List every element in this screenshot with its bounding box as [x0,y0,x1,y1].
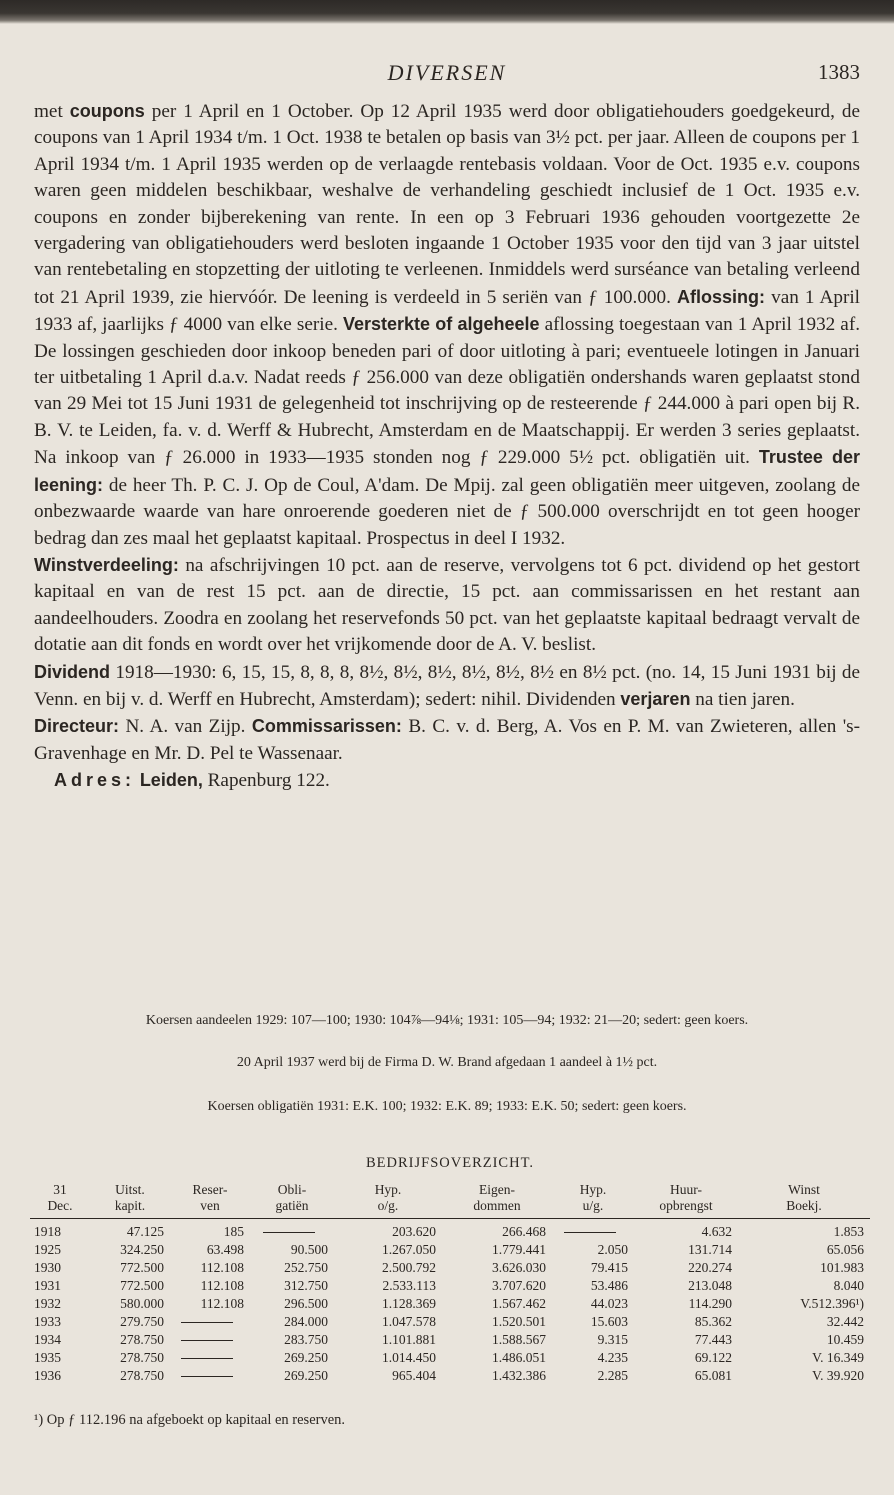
year-cell: 1918 [34,1224,61,1239]
year-cell: 1931 [34,1278,61,1293]
header-text: gatiën [275,1198,309,1213]
table-cell: 1.047.578 [382,1314,436,1329]
header-text: kapit. [114,1198,146,1213]
header-text: Reser- [192,1182,228,1197]
table-cell: 2.533.113 [382,1278,436,1293]
table-cell: 3.707.620 [492,1278,546,1293]
table-cell: 269.250 [284,1350,328,1365]
page-header [34,60,860,94]
body-text [34,98,860,795]
header-text: Hyp. [374,1182,402,1197]
keyword-winstverdeeling: Winstverdeeling: [34,554,179,575]
keyword-verjaren: verjaren [620,688,691,709]
text-fragment: per 1 April en 1 October. Op 12 April 1935 werd door obligatiehouders goedgekeurd, de coupons van 1 April 1934 t/m. 1 Oct. 1938 te betalen op basis van 3½ pct. per jaar. Alleen de coupons per 1 April 1934 t/m. 1 April 1935 werden op de verlaagde rentebasis voldaan. Voor de Oct. 1935 e.v. coupons waren geen middelen beschikbaar, weshalve de verhandeling geschiedt inclusief de 1 Oct. 1935 e.v. coupons en zonder bijberekening van rente. In een op 3 Februari 1936 gehouden voortgezette 2e vergadering van obligatiehouders werd besloten ingaande 1 October 1935 voor den tijd van 3 jaar uitstel van rentebetaling en stopzetting der uitloting te verleenen. Inmiddels werd surséance van betaling verleend tot 21 April 1939, zie hiervóór. De leening is verdeeld in 5 seriën van ƒ 100.000. [34,101,861,308]
table-cell: 63.498 [206,1242,244,1257]
table-cell: 1.128.369 [382,1296,436,1311]
paragraph-address [34,767,860,794]
table-row [30,1367,870,1385]
text-fragment: B. C. v. d. Berg, A. Vos en P. M. van Zwieteren, allen 's-Gravenhage en Mr. D. Pel te Wassenaar. [34,716,861,764]
table-cell: 53.486 [590,1278,628,1293]
table-cell: 324.250 [120,1242,164,1257]
column-header [250,1182,334,1219]
table-cell: 32.442 [826,1314,864,1329]
table-cell: 965.404 [392,1368,436,1383]
table-cell: 4.632 [701,1224,732,1239]
share-quotes: Koersen aandeelen 1929: 107—100; 1930: 104⅞—94⅛; 1931: 105—94; 1932: 21—20; sedert: geen koers. [145,1013,749,1028]
column-header [170,1182,250,1219]
header-text: u/g. [582,1198,604,1213]
table-cell: 252.750 [284,1260,328,1275]
table-cell: 2.500.792 [382,1260,436,1275]
table-cell: 278.750 [120,1350,164,1365]
dash-rule [564,1232,616,1233]
table-body [30,1219,870,1386]
table-cell: 772.500 [120,1278,164,1293]
table-cell: 90.500 [290,1242,328,1257]
table-cell: 1.567.462 [492,1296,546,1311]
column-header [442,1182,552,1219]
year-cell: 1932 [34,1296,61,1311]
table-cell: 278.750 [120,1332,164,1347]
text-fragment: na afschrijvingen 10 pct. aan de reserve, vervolgens tot 6 pct. dividend op het gestort kapitaal en van de rest 15 pct. aan de directie, 15 pct. aan commissarissen en het restant aan aandeelhouders. Zoodra en zoolang het reservefonds 50 pct. van het geplaatste kapitaal bedraagt vervalt de dotatie aan dit fonds en wordt over het vrijkomende door de A. V. beslist. [34,554,860,656]
dash-rule [181,1376,233,1377]
table-cell: 101.983 [820,1260,864,1275]
header-text: Obli- [277,1182,307,1197]
header-text: Winst [788,1182,820,1197]
header-text: dommen [473,1198,521,1213]
table-cell: V. 16.349 [812,1350,864,1365]
footnote: ¹) Op ƒ 112.196 na afgeboekt op kapitaal en reserven. [34,1412,346,1428]
dash-rule [181,1358,233,1359]
table-cell: 279.750 [120,1314,164,1329]
table-cell: 65.081 [694,1368,732,1383]
column-header [334,1182,442,1219]
bond-quotes: Koersen obligatiën 1931: E.K. 100; 1932: E.K. 89; 1933: E.K. 50; sedert: geen koers. [207,1099,687,1114]
table-cell: 1.432.386 [492,1368,546,1383]
table-cell: 44.023 [590,1296,628,1311]
table-cell: 1.520.501 [492,1314,546,1329]
trade-note: 20 April 1937 werd bij de Firma D. W. Brand afgedaan 1 aandeel à 1½ pct. [236,1055,658,1070]
keyword-trustee: Trustee der leening: [34,447,861,495]
year-cell: 1936 [34,1368,61,1383]
text-fragment: na tien jaren. [695,688,795,710]
paragraph-dividend [34,659,860,714]
dash-rule [263,1232,315,1233]
table-cell: 114.290 [688,1296,732,1311]
header-text: ven [200,1198,220,1213]
table-cell: V. 39.920 [812,1368,864,1383]
keyword-dividend: Dividend [34,661,111,682]
scan-edge [0,0,894,24]
table-cell: 213.048 [688,1278,732,1293]
table-cell [170,1331,250,1349]
header-text: Eigen- [479,1182,515,1197]
header-text: Uitst. [115,1182,145,1197]
column-header [634,1182,738,1219]
table-cell: 1.101.881 [382,1332,436,1347]
keyword-commissarissen: Commissarissen: [251,716,402,737]
table-cell: 772.500 [120,1260,164,1275]
column-header [738,1182,870,1219]
table-header-row [30,1182,870,1219]
table-row [30,1331,870,1349]
table-cell: 1.588.567 [492,1332,546,1347]
keyword-directeur: Directeur: [34,716,120,737]
table-cell [250,1219,334,1242]
table-cell: 278.750 [120,1368,164,1383]
keyword-versterkte: Versterkte of algeheele [342,314,540,335]
paragraph-management [34,713,860,767]
table-cell: 9.315 [597,1332,628,1347]
table-row [30,1241,870,1259]
table-cell: 85.362 [694,1314,732,1329]
header-text: Huur- [670,1182,702,1197]
table-cell: 69.122 [694,1350,732,1365]
dash-rule [181,1322,233,1323]
keyword-adres: Adres: [54,770,136,791]
header-text: Hyp. [579,1182,607,1197]
year-cell: 1925 [34,1242,61,1257]
column-header [90,1182,170,1219]
table-cell: 112.108 [200,1260,244,1275]
text-fragment: van 1 April 1933 af, jaarlijks ƒ 4000 van elke serie. [34,286,861,336]
header-text: Boekj. [786,1198,822,1213]
table-cell: V.512.396¹) [800,1296,864,1311]
table-cell [170,1349,250,1367]
table-cell: 296.500 [284,1296,328,1311]
company-overview-table [30,1155,870,1385]
table-cell: 312.750 [284,1278,328,1293]
table-cell: 8.040 [833,1278,864,1293]
table-cell: 10.459 [826,1332,864,1347]
table-cell: 65.056 [826,1242,864,1257]
table-cell: 15.603 [590,1314,628,1329]
text-fragment: met [34,101,63,122]
table-cell: 79.415 [590,1260,628,1275]
table-cell: 269.250 [284,1368,328,1383]
table-cell: 47.125 [126,1224,164,1239]
column-header [30,1182,90,1219]
table-cell [552,1219,634,1242]
table-cell: 4.235 [597,1350,628,1365]
table-cell [170,1313,250,1331]
text-fragment: N. A. van Zijp. [125,716,246,738]
text-fragment: de heer Th. P. C. J. Op de Coul, A'dam. De Mpij. zal geen obligatiën meer uitgeven, zoolang de onbezwaarde waarde van hare onroerende goederen niet de ƒ 500.000 overschrijdt en tot geen hooger bedrag dan zes maal het geplaatst kapitaal. Prospectus in deel I 1932. [34,474,860,549]
text-fragment: aflossing toegestaan van 1 April 1932 af. De lossingen geschieden door inkoop beneden pari of door uitloting à pari; eventueele lotingen in Januari ter uitbetaling 1 April d.a.v. Nadat reeds ƒ 256.000 van deze obligatiën ondershands waren geplaatst stond van 29 Mei tot 15 Juni 1931 de gelegenheid tot inschrijving op de resteerende ƒ 244.000 à pari open bij R. B. V. te Leiden, fa. v. d. Werff & Hubrecht, Amsterdam en de Maatschappij. Er werden 3 series geplaatst. Na inkoop van ƒ 26.000 in 1933—1935 stonden nog ƒ 229.000 5½ pct. obligatiën uit. [34,314,861,469]
table-cell: 77.443 [694,1332,732,1347]
overview-table [30,1182,870,1385]
table-row [30,1313,870,1331]
table-cell: 203.620 [392,1224,436,1239]
year-cell: 1933 [34,1314,61,1329]
table-cell: 112.108 [200,1296,244,1311]
keyword-aflossing: Aflossing: [677,286,765,307]
table-cell: 2.285 [597,1368,628,1383]
table-row [30,1349,870,1367]
table-cell: 266.468 [502,1224,546,1239]
keyword-leiden: Leiden, [139,770,203,791]
table-cell [170,1367,250,1385]
header-text: 31 [53,1182,67,1197]
header-text: opbrengst [659,1198,713,1213]
year-cell: 1934 [34,1332,61,1347]
table-cell: 284.000 [284,1314,328,1329]
table-row [30,1277,870,1295]
table-row [30,1219,870,1242]
section-title: DIVERSEN [387,60,507,85]
table-cell: 112.108 [200,1278,244,1293]
table-cell: 220.274 [688,1260,732,1275]
table-cell: 185 [223,1224,244,1239]
column-header [552,1182,634,1219]
table-cell: 1.779.441 [492,1242,546,1257]
keyword-coupons: coupons [69,101,145,121]
table-row [30,1259,870,1277]
table-cell: 1.486.051 [492,1350,546,1365]
table-cell: 1.014.450 [382,1350,436,1365]
paragraph-winstverdeeling [34,552,860,659]
dash-rule [181,1340,233,1341]
header-text: o/g. [377,1198,399,1213]
table-title: BEDRIJFSOVERZICHT. [366,1155,534,1171]
header-text: Dec. [47,1198,73,1213]
year-cell: 1930 [34,1260,61,1275]
text-fragment: 1918—1930: 6, 15, 15, 8, 8, 8, 8½, 8½, 8½, 8½, 8½, 8½ en 8½ pct. (no. 14, 15 Juni 1931 bij de Venn. en bij v. d. Werff en Hubrecht, Amsterdam); sedert: nihil. Dividenden [34,661,861,710]
table-cell: 2.050 [597,1242,628,1257]
table-cell: 283.750 [284,1332,328,1347]
table-cell: 1.267.050 [382,1242,436,1257]
table-cell: 1.853 [833,1224,864,1239]
paragraph-bonds [34,98,860,552]
table-cell: 131.714 [688,1242,732,1257]
page-number: 1383 [818,60,860,84]
table-cell: 3.626.030 [492,1260,546,1275]
year-cell: 1935 [34,1350,61,1365]
text-fragment: Rapenburg 122. [207,770,330,792]
table-row [30,1295,870,1313]
table-cell: 580.000 [120,1296,164,1311]
